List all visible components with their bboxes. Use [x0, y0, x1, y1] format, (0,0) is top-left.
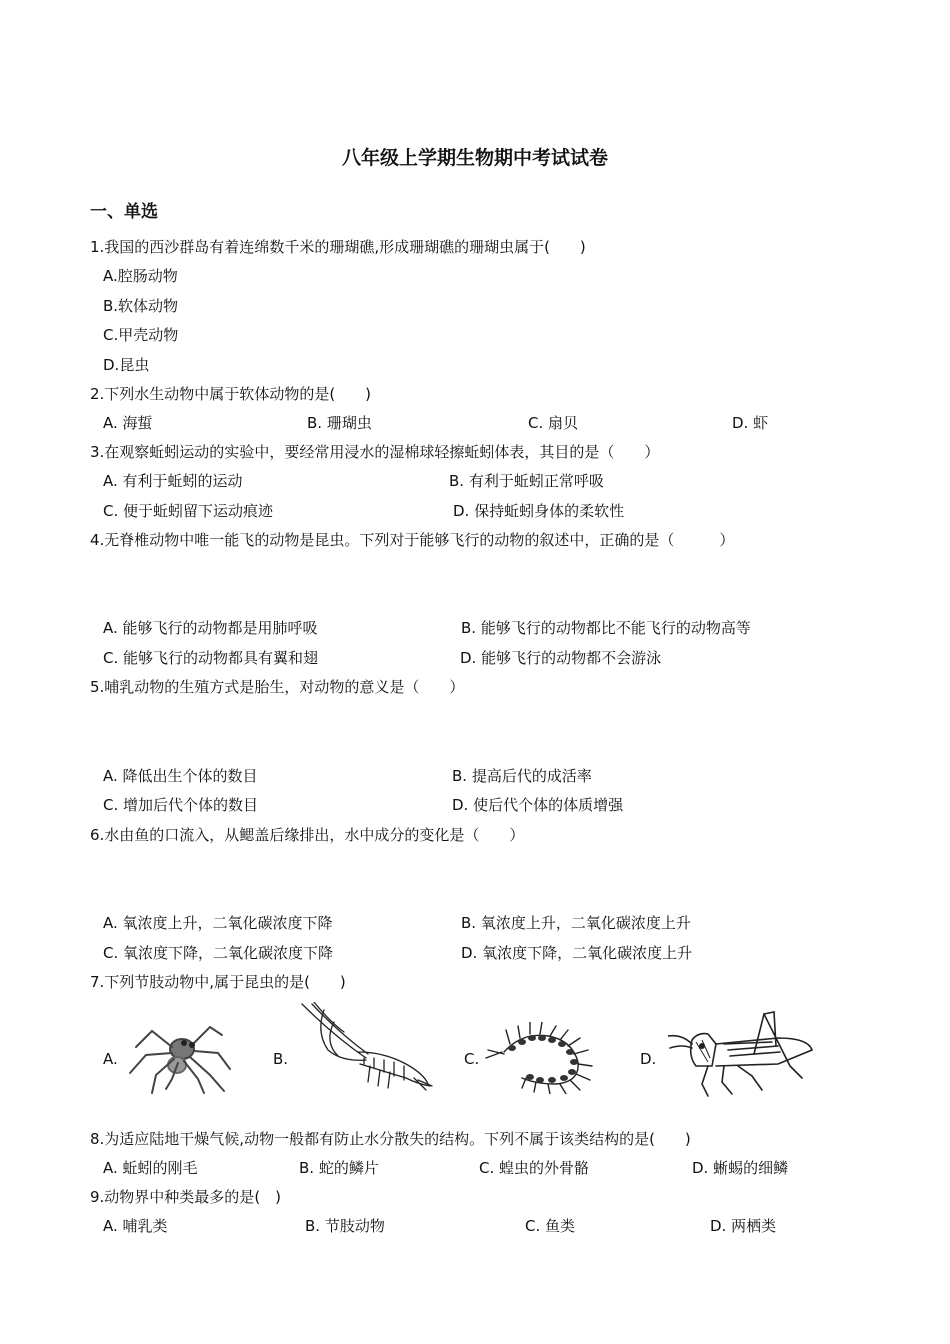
question-2-option-c: C. 扇贝: [528, 414, 579, 432]
question-1-option-d: D.昆虫: [103, 356, 150, 374]
question-6-stem: 6.水由鱼的口流入，从鳃盖后缘排出，水中成分的变化是（ ）: [90, 826, 525, 844]
question-5-option-a: A. 降低出生个体的数目: [103, 767, 258, 785]
question-4-option-c: C. 能够飞行的动物都具有翼和翅: [103, 649, 319, 667]
question-3-option-b: B. 有利于蚯蚓正常呼吸: [449, 472, 604, 490]
page-title: 八年级上学期生物期中考试试卷: [341, 147, 608, 169]
question-5-option-b: B. 提高后代的成活率: [452, 767, 592, 785]
question-3-option-c: C. 便于蚯蚓留下运动痕迹: [103, 502, 274, 520]
question-9-stem: 9.动物界中种类最多的是( ): [90, 1188, 282, 1206]
question-8-option-d: D. 蜥蜴的细鳞: [692, 1159, 789, 1177]
question-2-option-a: A. 海蜇: [103, 414, 153, 432]
centipede-image: [482, 1022, 594, 1094]
question-8-option-c: C. 蝗虫的外骨骼: [479, 1159, 590, 1177]
question-8-option-a: A. 蚯蚓的刚毛: [103, 1159, 198, 1177]
question-9-option-a: A. 哺乳类: [103, 1217, 168, 1235]
question-2-stem: 2.下列水生动物中属于软体动物的是( ): [90, 385, 372, 403]
question-5-option-c: C. 增加后代个体的数目: [103, 796, 259, 814]
question-7-option-d: D.: [640, 1050, 657, 1068]
question-4-option-b: B. 能够飞行的动物都比不能飞行的动物高等: [461, 619, 751, 637]
question-1-option-c: C.甲壳动物: [103, 326, 179, 344]
question-7-stem: 7.下列节肢动物中,属于昆虫的是( ): [90, 973, 346, 991]
question-6-option-c: C. 氧浓度下降，二氧化碳浓度下降: [103, 944, 334, 962]
question-7-option-a: A.: [103, 1050, 118, 1068]
spider-image: [122, 1017, 238, 1097]
shrimp-image: [294, 1002, 434, 1094]
section-heading: 一、单选: [90, 202, 158, 222]
question-3-option-a: A. 有利于蚯蚓的运动: [103, 472, 243, 490]
question-9-option-c: C. 鱼类: [525, 1217, 576, 1235]
grasshopper-image: [668, 1010, 816, 1100]
question-1-option-b: B.软体动物: [103, 297, 179, 315]
question-3-option-d: D. 保持蚯蚓身体的柔软性: [453, 502, 625, 520]
question-6-option-b: B. 氧浓度上升，二氧化碳浓度上升: [461, 914, 691, 932]
question-8-option-b: B. 蛇的鳞片: [299, 1159, 379, 1177]
question-1-option-a: A.腔肠动物: [103, 267, 178, 285]
question-8-stem: 8.为适应陆地干燥气候,动物一般都有防止水分散失的结构。下列不属于该类结构的是( ): [90, 1130, 691, 1148]
question-1-stem: 1.我国的西沙群岛有着连绵数千米的珊瑚礁,形成珊瑚礁的珊瑚虫属于( ): [90, 238, 586, 256]
question-7-option-c: C.: [464, 1050, 480, 1068]
question-4-option-a: A. 能够飞行的动物都是用肺呼吸: [103, 619, 318, 637]
question-4-stem: 4.无脊椎动物中唯一能飞的动物是昆虫。下列对于能够飞行的动物的叙述中，正确的是（ ）: [90, 531, 735, 549]
question-2-option-d: D. 虾: [732, 414, 769, 432]
question-6-option-a: A. 氧浓度上升，二氧化碳浓度下降: [103, 914, 333, 932]
question-5-option-d: D. 使后代个体的体质增强: [452, 796, 624, 814]
question-9-option-b: B. 节肢动物: [305, 1217, 385, 1235]
question-6-option-d: D. 氧浓度下降，二氧化碳浓度上升: [461, 944, 693, 962]
question-5-stem: 5.哺乳动物的生殖方式是胎生，对动物的意义是（ ）: [90, 678, 465, 696]
question-9-option-d: D. 两栖类: [710, 1217, 777, 1235]
question-4-option-d: D. 能够飞行的动物都不会游泳: [460, 649, 662, 667]
question-7-option-b: B.: [273, 1050, 289, 1068]
question-2-option-b: B. 珊瑚虫: [307, 414, 372, 432]
question-3-stem: 3.在观察蚯蚓运动的实验中，要经常用浸水的湿棉球轻擦蚯蚓体表，其目的是（ ）: [90, 443, 660, 461]
